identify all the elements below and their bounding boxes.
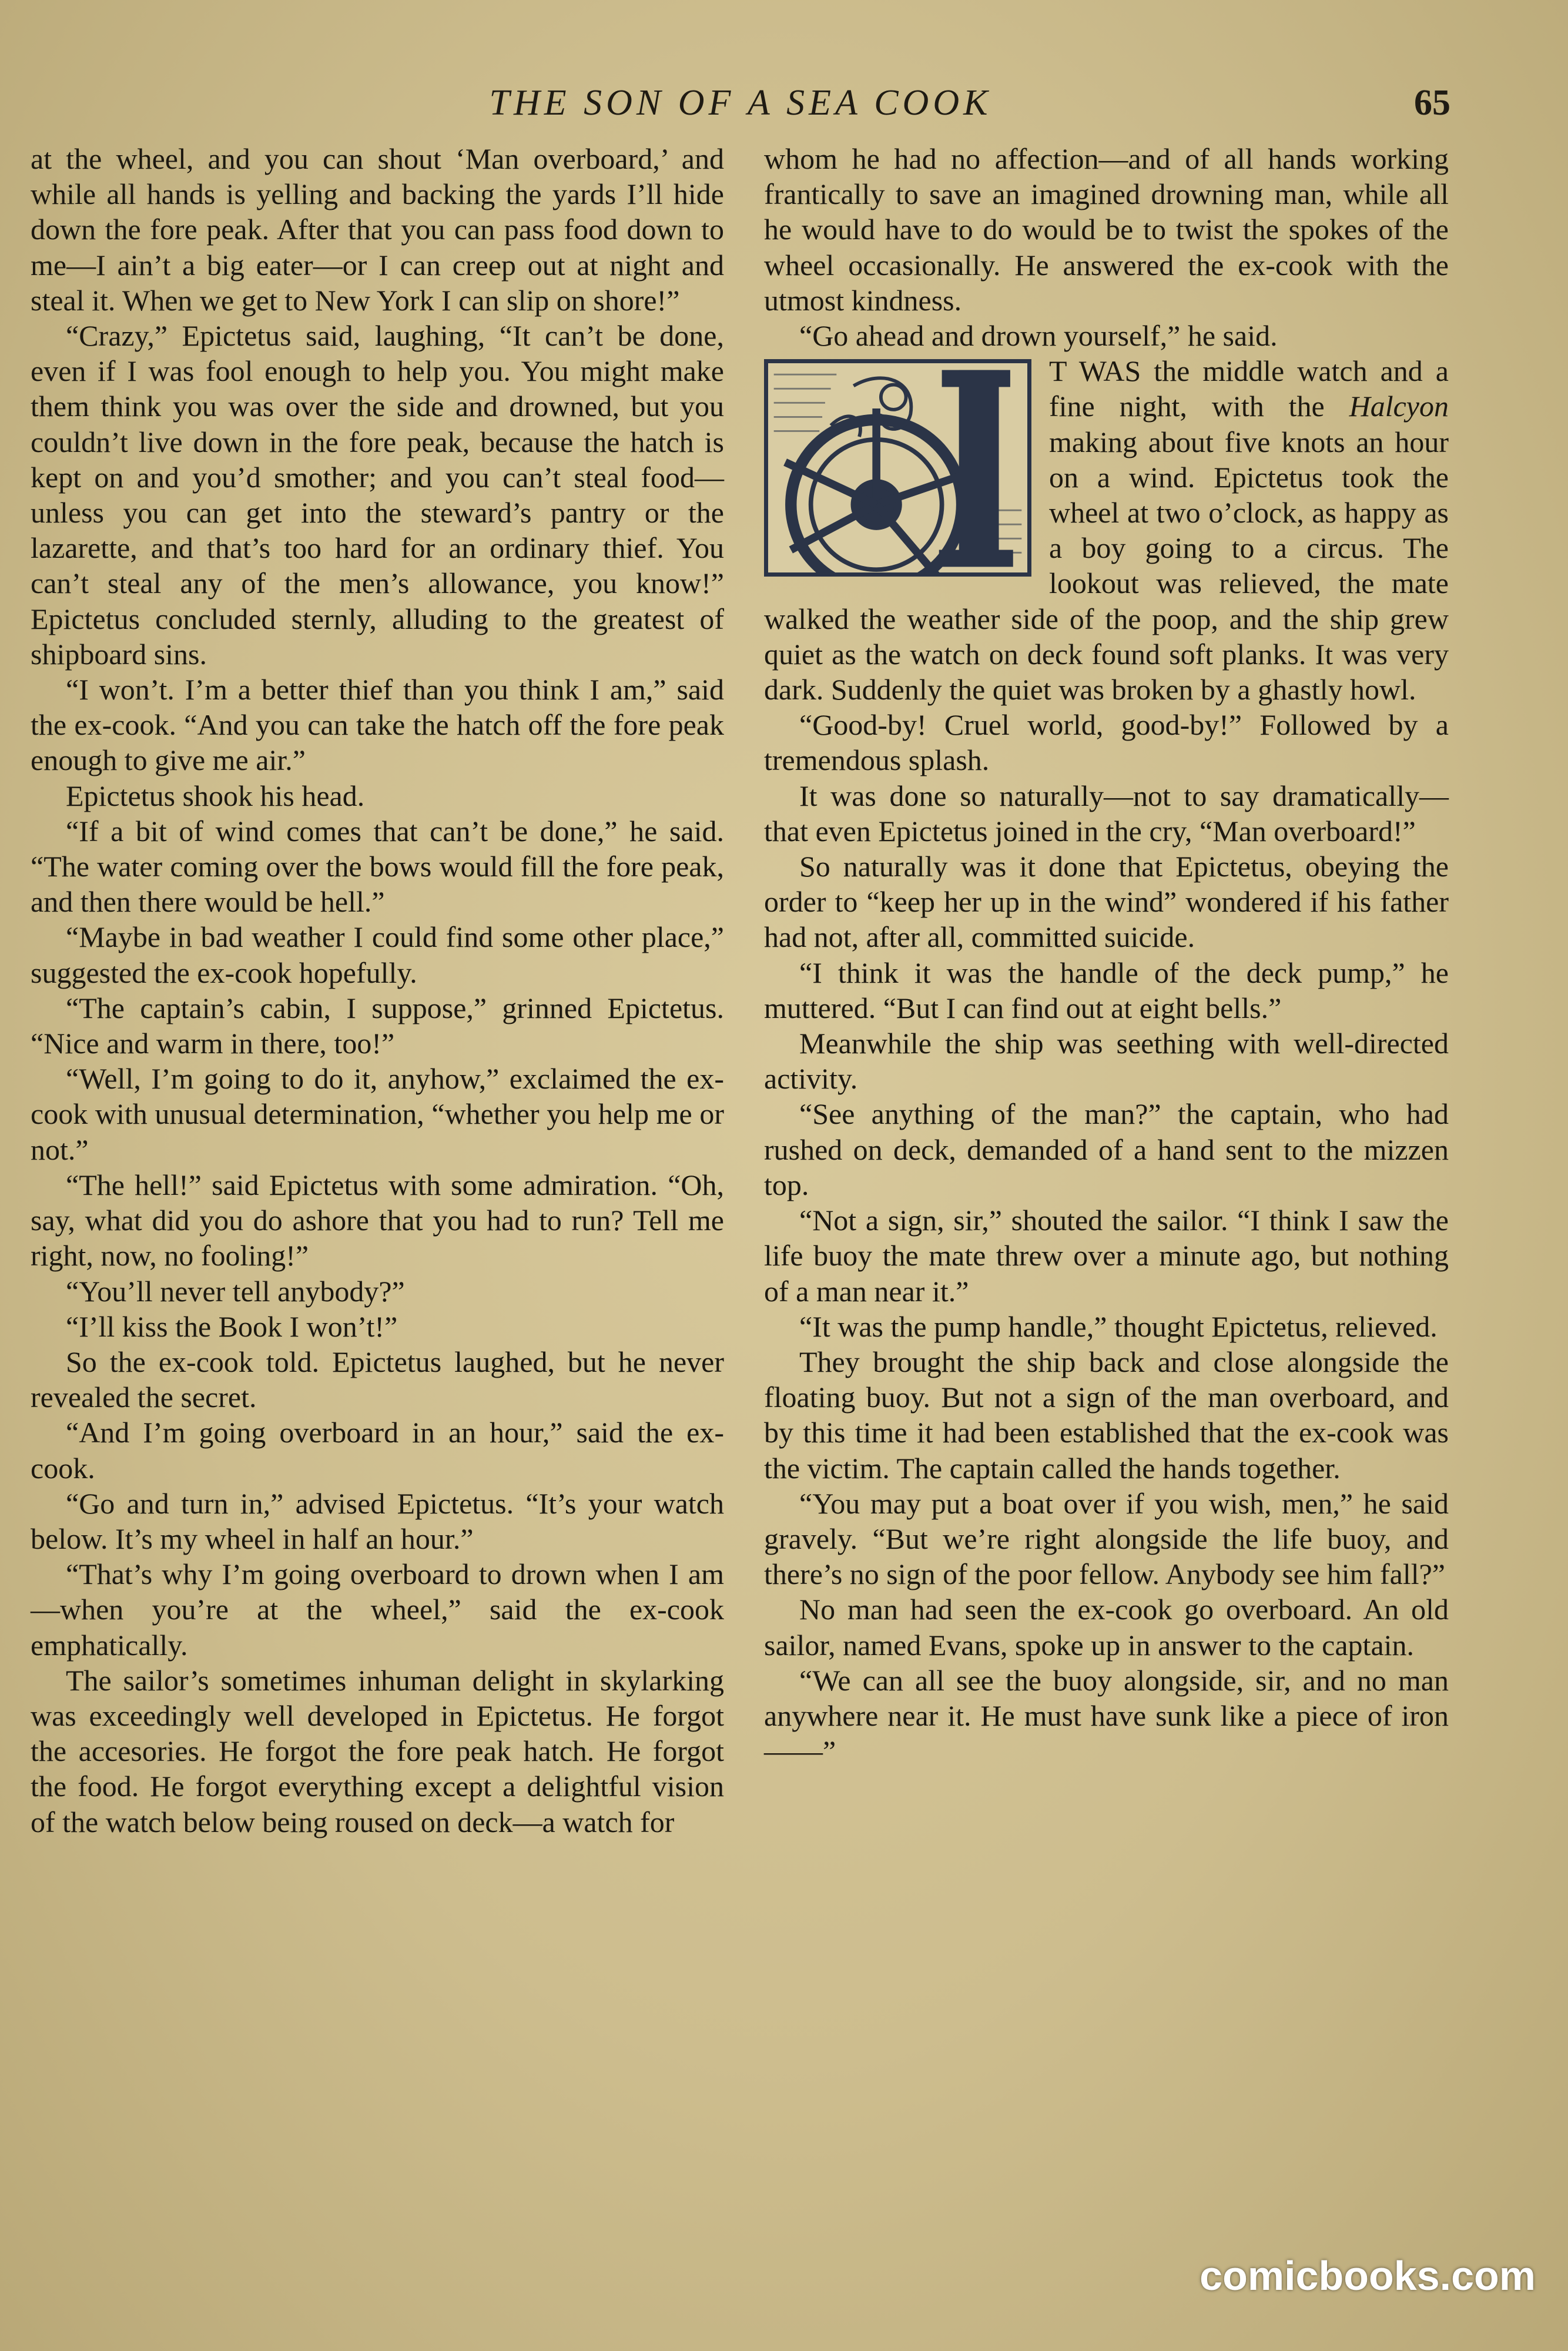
paragraph: “Well, I’m going to do it, anyhow,” exclaimed the ex-cook with unusual determination, “whether you help me or not.” (31, 1062, 724, 1166)
paragraph: “I won’t. I’m a better thief than you think I am,” said the ex-cook. “And you can take the hatch off the fore peak enough to give me air.” (31, 673, 724, 777)
paragraph: “That’s why I’m going overboard to drown when I am—when you’re at the wheel,” said the ex-cook emphatically. (31, 1558, 724, 1662)
paragraph: So the ex-cook told. Epictetus laughed, but he never revealed the secret. (31, 1345, 724, 1414)
paragraph: “It was the pump handle,” thought Epictetus, relieved. (799, 1310, 1438, 1343)
paragraph: So naturally was it done that Epictetus, obeying the order to “keep her up in the wind” wondered if his father had not, after all, committed suicide. (764, 850, 1449, 954)
paragraph: It was done so naturally—not to say dramatically—that even Epictetus joined in the cry, “Man overboard!” (764, 779, 1449, 848)
dropcap-text-start: T WAS the middle watch and a fine night, with the (1049, 354, 1449, 423)
paragraph: “Go ahead and drown yourself,” he said. (799, 319, 1278, 353)
paragraph: “I think it was the handle of the deck pump,” he muttered. “But I can find out at eight bells.” (764, 956, 1449, 1024)
paragraph: “The captain’s cabin, I suppose,” grinned Epictetus. “Nice and warm in there, too!” (31, 991, 724, 1060)
paragraph: “You may put a boat over if you wish, men,” he said gravely. “But we’re right alongside the life buoy, and there’s no sign of the poor fellow. Anybody see him fall?” (764, 1486, 1449, 1591)
paragraph: Meanwhile the ship was seething with well-directed activity. (764, 1027, 1449, 1096)
paragraph: “We can all see the buoy alongside, sir, and no man anywhere near it. He must have sunk like a piece of iron——” (764, 1663, 1449, 1768)
paragraph: “The hell!” said Epictetus with some admiration. “Oh, say, what did you do ashore that you had to run? Tell me right, now, no fooling!” (31, 1168, 724, 1272)
running-head: THE SON OF A SEA COOK (489, 83, 992, 123)
page-number: 65 (1414, 83, 1450, 123)
paragraph: They brought the ship back and close alongside the floating buoy. But not a sign of the man overboard, and by this time it had been established that the ex-cook was the victim. The captain called the hands together. (764, 1345, 1449, 1485)
paragraph: “I’ll kiss the Book I won’t!” (66, 1310, 398, 1343)
paragraph: “Not a sign, sir,” shouted the sailor. “I think I saw the life buoy the mate threw over a minute ago, but nothing of a man near it.” (764, 1204, 1449, 1308)
right-column (764, 141, 1449, 1769)
paragraph: whom he had no affection—and of all hands working frantically to save an imagined drowning man, while all he would have to do would be to twist the spokes of the wheel occasionally. He answered the ex-cook with the utmost kindness. (764, 142, 1449, 317)
paragraph: “You’ll never tell anybody?” (66, 1274, 405, 1308)
page-header (0, 82, 1568, 129)
dropcap-illustration (764, 359, 1031, 577)
paragraph: “If a bit of wind comes that can’t be done,” he said. “The water coming over the bows would fill the fore peak, and then there would be hell.” (31, 814, 724, 919)
paragraph: “See anything of the man?” the captain, who had rushed on deck, demanded of a hand sent to the mizzen top. (764, 1097, 1449, 1201)
paragraph: Epictetus shook his head. (66, 779, 365, 812)
paragraph: “Good-by! Cruel world, good-by!” Followed by a tremendous splash. (764, 708, 1449, 777)
paragraph: “And I’m going overboard in an hour,” said the ex-cook. (31, 1416, 724, 1485)
paragraph: The sailor’s sometimes inhuman delight in skylarking was exceedingly well developed in Epictetus. He forgot the accesories. He forgot the fore peak hatch. He forgot the food. He forgot everything except a delightful vision of the watch below being roused on deck—a watch for (31, 1663, 724, 1838)
paragraph: at the wheel, and you can shout ‘Man overboard,’ and while all hands is yelling and backing the yards I’ll hide down the fore peak. After that you can pass food down to me—I ain’t a big eater—or I can creep out at night and steal it. When we get to New York I can slip on shore!” (31, 142, 724, 317)
paragraph: “Maybe in bad weather I could find some other place,” suggested the ex-cook hopefully. (31, 920, 724, 989)
dropcap-text-end: making about five knots an hour on a wind. Epictetus took the wheel at two o’clock, as happy as a boy going to a circus. The lookout was relieved, the mate walked the weather side of the poop, and the ship grew quiet as the watch on deck found soft planks. It was very dark. Suddenly the quiet was broken by a ghastly howl. (764, 425, 1449, 706)
site-watermark: comicbooks.com (1200, 2253, 1536, 2299)
paragraph: “Go and turn in,” advised Epictetus. “It’s your watch below. It’s my wheel in half an hour.” (31, 1486, 724, 1555)
dropcap-paragraph (764, 353, 1449, 707)
paragraph: No man had seen the ex-cook go overboard. An old sailor, named Evans, spoke up in answer to the captain. (764, 1593, 1449, 1662)
ship-wheel-dropcap-icon (768, 363, 1027, 572)
paragraph: “Crazy,” Epictetus said, laughing, “It can’t be done, even if I was fool enough to help you. You might make them think you was over the side and drowned, but you couldn’t live down in the fore peak, because the hatch is kept on and you’d smother; and you can’t steal food—unless you can get into the steward’s pantry or the lazarette, and that’s too hard for an ordinary thief. You can’t steal any of the men’s allowance, you know!” Epictetus concluded sternly, alluding to the greatest of shipboard sins. (31, 319, 724, 671)
left-column (31, 141, 724, 1840)
ship-name: Halcyon (1349, 390, 1449, 423)
